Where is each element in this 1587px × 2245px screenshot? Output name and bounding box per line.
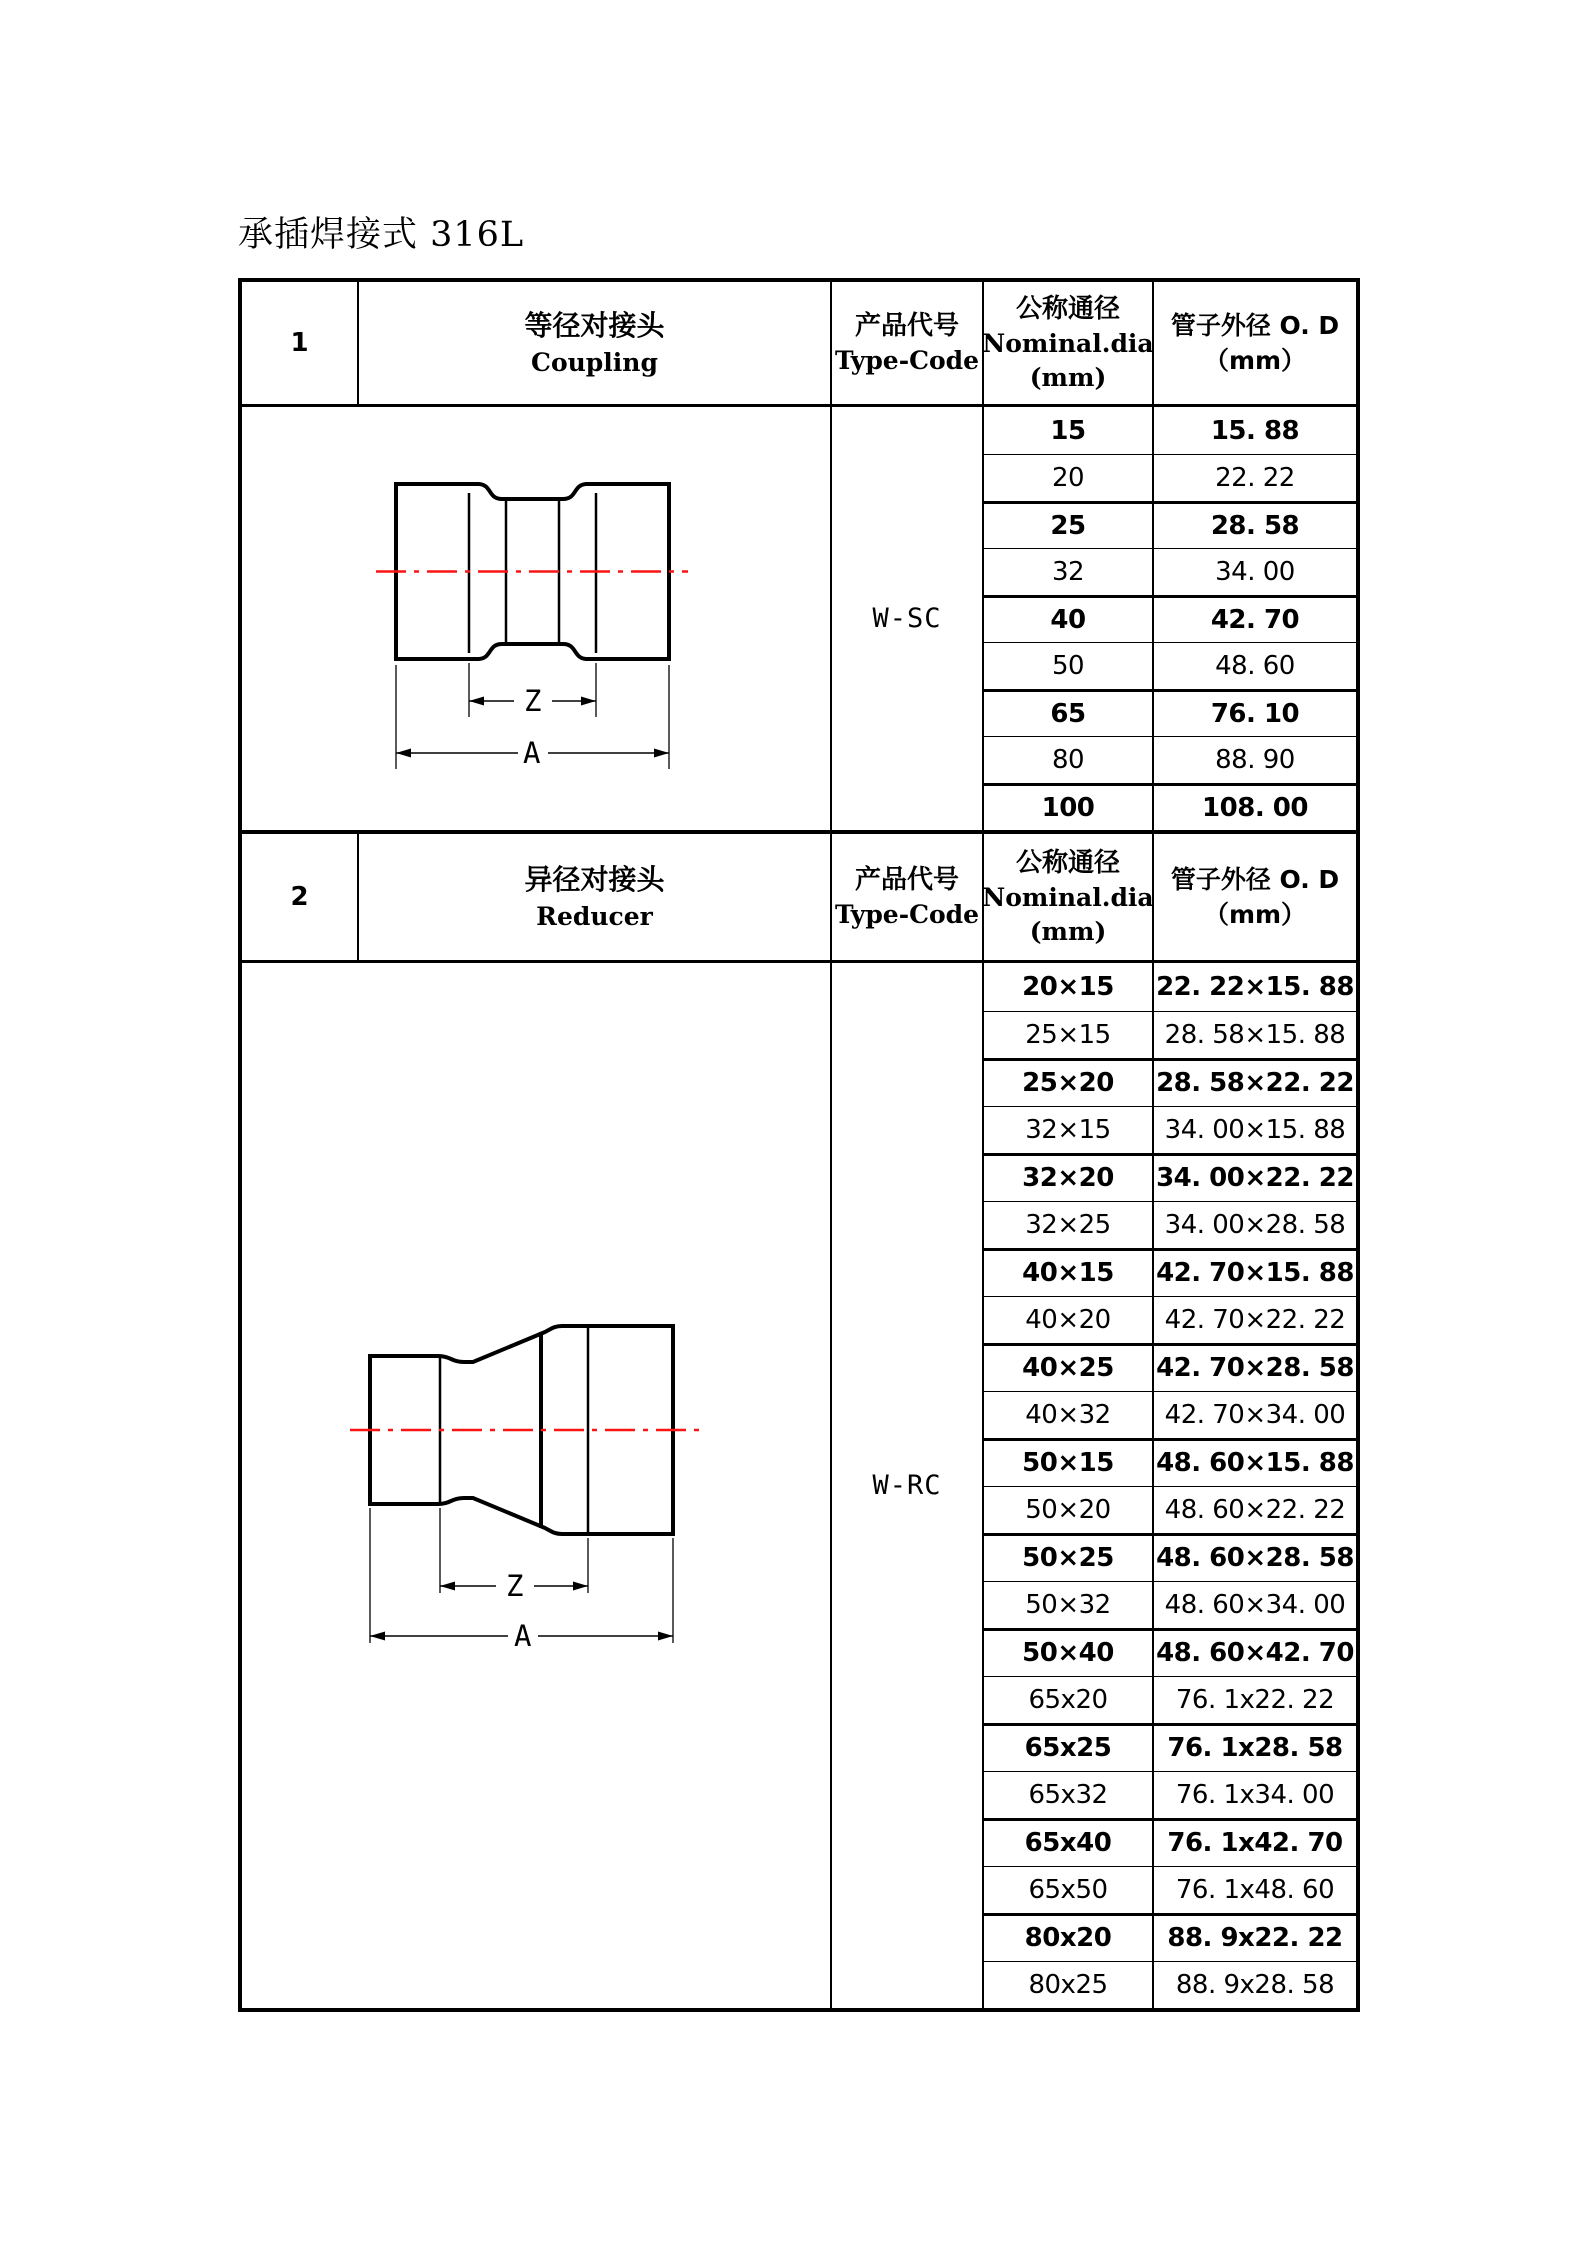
dim-label-z: Z xyxy=(524,684,542,718)
coupling-diagram xyxy=(376,477,706,787)
nominal-dia-cell: 50×20 xyxy=(982,1486,1152,1534)
outer-dia-cell: 76. 10 xyxy=(1152,689,1356,736)
outer-dia-cell: 48. 60×15. 88 xyxy=(1152,1438,1356,1486)
dim-label-a: A xyxy=(523,736,541,770)
outer-dia-cell: 76. 1x22. 22 xyxy=(1152,1676,1356,1724)
arrowhead xyxy=(370,1632,385,1641)
nominal-dia-cell: 32×25 xyxy=(982,1201,1152,1249)
nominal-dia-cell: 65x20 xyxy=(982,1676,1152,1724)
outer-dia-cell: 88. 9x28. 58 xyxy=(1152,1961,1356,2009)
nominal-dia-header-en: Nominal.dia xyxy=(982,883,1154,913)
arrowhead xyxy=(440,1582,455,1591)
nominal-dia-cell: 80x25 xyxy=(982,1961,1152,2009)
arrowhead xyxy=(396,749,411,758)
nominal-dia-cell: 40×25 xyxy=(982,1343,1152,1391)
nominal-dia-cell: 20 xyxy=(982,454,1152,501)
nominal-dia-cell: 32×20 xyxy=(982,1153,1152,1201)
outer-dia-cell: 48. 60×42. 70 xyxy=(1152,1628,1356,1676)
outer-dia-cell: 15. 88 xyxy=(1152,407,1356,454)
nominal-dia-cell: 32 xyxy=(982,548,1152,595)
nominal-dia-cell: 15 xyxy=(982,407,1152,454)
nominal-dia-cell: 40×20 xyxy=(982,1296,1152,1344)
outer-dia-cell: 28. 58×22. 22 xyxy=(1152,1058,1356,1106)
type-code-header-zh: 产品代号 xyxy=(854,310,959,341)
nominal-dia-cell: 65x25 xyxy=(982,1723,1152,1771)
nominal-dia-cell: 32×15 xyxy=(982,1106,1152,1154)
nominal-dia-cell: 25×20 xyxy=(982,1058,1152,1106)
nominal-dia-cell: 50×25 xyxy=(982,1533,1152,1581)
outer-dia-cell: 76. 1x34. 00 xyxy=(1152,1771,1356,1819)
nominal-dia-cell: 80 xyxy=(982,736,1152,783)
outer-dia-cell: 48. 60×28. 58 xyxy=(1152,1533,1356,1581)
outer-dia-cell: 42. 70×28. 58 xyxy=(1152,1343,1356,1391)
nominal-dia-header xyxy=(982,834,1152,963)
type-code-header-zh: 产品代号 xyxy=(854,864,959,895)
nominal-dia-cell: 25×15 xyxy=(982,1011,1152,1059)
outer-dia-cell: 48. 60×22. 22 xyxy=(1152,1486,1356,1534)
dim-label-z: Z xyxy=(506,1569,524,1603)
outer-dia-cell: 42. 70×22. 22 xyxy=(1152,1296,1356,1344)
outer-dia-header-zh: 管子外径 O. D xyxy=(1170,311,1340,340)
nominal-dia-header xyxy=(982,282,1152,407)
nominal-dia-cell: 100 xyxy=(982,783,1152,830)
nominal-dia-cell: 25 xyxy=(982,501,1152,548)
arrowhead xyxy=(581,697,596,706)
type-code-header-en: Type-Code xyxy=(834,900,980,930)
page-title: 承插焊接式 316L xyxy=(238,215,525,255)
outer-dia-cell: 42. 70×34. 00 xyxy=(1152,1391,1356,1439)
nominal-dia-header-zh: 公称通径 xyxy=(1015,294,1120,325)
nominal-dia-cell: 50×40 xyxy=(982,1628,1152,1676)
outer-dia-cell: 22. 22×15. 88 xyxy=(1152,963,1356,1011)
outer-dia-cell: 88. 90 xyxy=(1152,736,1356,783)
nominal-dia-cell: 50×15 xyxy=(982,1438,1152,1486)
outer-dia-cell: 34. 00×22. 22 xyxy=(1152,1153,1356,1201)
type-code-header xyxy=(830,834,982,963)
section-coupling xyxy=(242,282,1356,830)
dim-label-a: A xyxy=(514,1619,532,1651)
type-code-header xyxy=(830,282,982,407)
outer-dia-cell: 34. 00×15. 88 xyxy=(1152,1106,1356,1154)
type-code-value: W-SC xyxy=(830,407,982,830)
arrowhead xyxy=(654,749,669,758)
outer-dia-cell: 48. 60 xyxy=(1152,642,1356,689)
outer-dia-cell: 22. 22 xyxy=(1152,454,1356,501)
nominal-dia-header-zh: 公称通径 xyxy=(1015,848,1120,879)
nominal-dia-cell: 40 xyxy=(982,595,1152,642)
section-name-en: Reducer xyxy=(536,902,653,932)
reducer-drawing-cell xyxy=(242,963,830,2008)
section-name-header xyxy=(357,282,830,407)
outer-dia-cell: 48. 60×34. 00 xyxy=(1152,1581,1356,1629)
section-index: 1 xyxy=(242,282,357,407)
coupling-drawing-cell xyxy=(242,407,830,830)
nominal-dia-cell: 50 xyxy=(982,642,1152,689)
arrowhead xyxy=(573,1582,588,1591)
section-name-header xyxy=(357,834,830,963)
section-name-zh: 等径对接头 xyxy=(524,308,665,342)
nominal-dia-header-unit: (mm) xyxy=(1029,363,1107,393)
outer-dia-cell: 76. 1x48. 60 xyxy=(1152,1866,1356,1914)
nominal-dia-cell: 65x50 xyxy=(982,1866,1152,1914)
nominal-dia-cell: 65 xyxy=(982,689,1152,736)
section-index: 2 xyxy=(242,834,357,963)
catalog-table xyxy=(238,278,1360,2012)
type-code-header-en: Type-Code xyxy=(834,346,980,376)
nominal-dia-cell: 40×15 xyxy=(982,1248,1152,1296)
outer-dia-cell: 28. 58×15. 88 xyxy=(1152,1011,1356,1059)
outer-dia-header-zh: 管子外径 O. D xyxy=(1170,865,1340,894)
outer-dia-cell: 88. 9x22. 22 xyxy=(1152,1913,1356,1961)
section-name-en: Coupling xyxy=(531,348,658,378)
nominal-dia-cell: 65x32 xyxy=(982,1771,1152,1819)
outer-dia-header-unit: （mm） xyxy=(1203,346,1307,375)
arrowhead xyxy=(469,697,484,706)
outer-dia-cell: 28. 58 xyxy=(1152,501,1356,548)
nominal-dia-header-unit: (mm) xyxy=(1029,917,1107,947)
nominal-dia-header-en: Nominal.dia xyxy=(982,329,1154,359)
section-name-zh: 异径对接头 xyxy=(524,862,665,896)
outer-dia-cell: 76. 1x28. 58 xyxy=(1152,1723,1356,1771)
outer-dia-header xyxy=(1152,834,1356,963)
outer-dia-header-unit: （mm） xyxy=(1203,900,1307,929)
arrowhead xyxy=(658,1632,673,1641)
nominal-dia-cell: 80x20 xyxy=(982,1913,1152,1961)
outer-dia-cell: 34. 00 xyxy=(1152,548,1356,595)
reducer-diagram xyxy=(350,1321,710,1651)
type-code-value: W-RC xyxy=(830,963,982,2008)
nominal-dia-cell: 20×15 xyxy=(982,963,1152,1011)
outer-dia-cell: 42. 70×15. 88 xyxy=(1152,1248,1356,1296)
nominal-dia-cell: 40×32 xyxy=(982,1391,1152,1439)
outer-dia-cell: 42. 70 xyxy=(1152,595,1356,642)
nominal-dia-cell: 50×32 xyxy=(982,1581,1152,1629)
section-reducer xyxy=(242,830,1356,2008)
outer-dia-cell: 108. 00 xyxy=(1152,783,1356,830)
outer-dia-header xyxy=(1152,282,1356,407)
nominal-dia-cell: 65x40 xyxy=(982,1818,1152,1866)
outer-dia-cell: 76. 1x42. 70 xyxy=(1152,1818,1356,1866)
outer-dia-cell: 34. 00×28. 58 xyxy=(1152,1201,1356,1249)
